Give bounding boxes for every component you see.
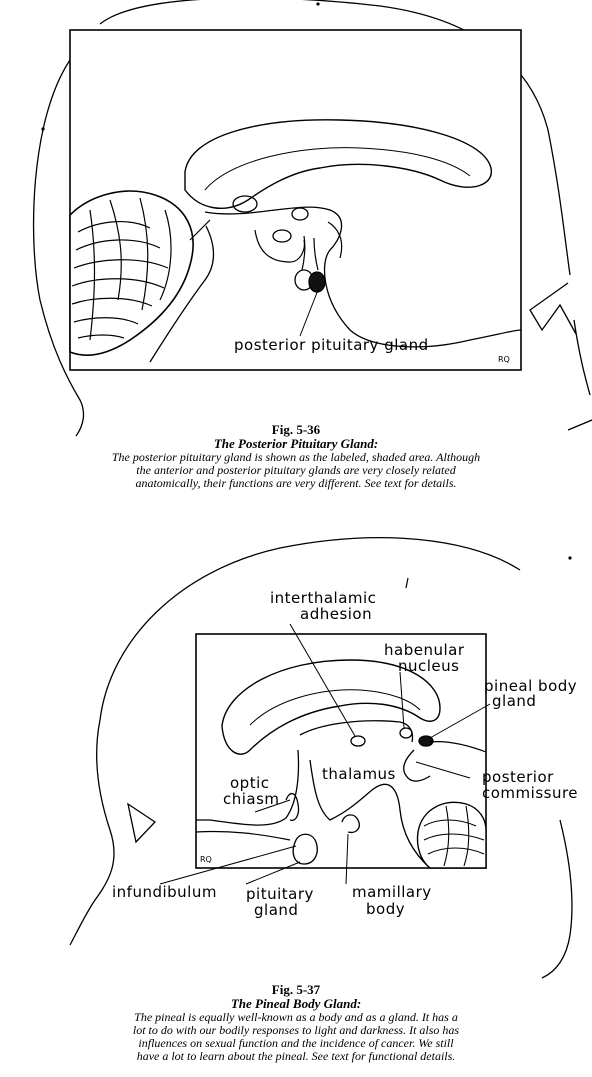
- label-nucleus: nucleus: [398, 657, 460, 675]
- label-pituitary-gland: gland: [254, 901, 299, 919]
- caption-line: influences on sexual function and the incidence of cancer. We still: [138, 1036, 454, 1050]
- figure-5-37-illustration: [0, 500, 592, 980]
- eye-socket-shape: [128, 804, 155, 842]
- figure-5-36-caption: [0, 423, 592, 490]
- figure-number: Fig. 5-36: [271, 422, 321, 437]
- label-commissure: commissure: [482, 784, 579, 802]
- label-adhesion: adhesion: [300, 605, 373, 623]
- figure-number: Fig. 5-37: [271, 982, 321, 997]
- caption-line: the anterior and posterior pituitary glands are very closely related: [136, 463, 456, 477]
- label-pineal-gland: gland: [492, 692, 537, 710]
- caption-line: The pineal is equally well-known as a body and as a gland. It has a: [134, 1010, 458, 1024]
- label-pituitary: pituitary: [246, 885, 314, 903]
- label-infundibulum: infundibulum: [112, 883, 217, 901]
- artist-signature: RQ: [498, 355, 510, 364]
- label-thalamus: thalamus: [322, 765, 396, 783]
- caption-line: The posterior pituitary gland is shown as the labeled, shaded area. Although: [111, 450, 481, 464]
- artist-signature: RQ: [200, 855, 212, 864]
- label-mamillary: mamillary: [352, 883, 432, 901]
- label-posterior: posterior: [482, 768, 554, 786]
- posterior-pituitary-shaded: [309, 272, 325, 292]
- label-chiasm: chiasm: [223, 790, 280, 808]
- label-pineal-body: pineal body: [484, 677, 578, 695]
- cerebellum: [418, 802, 487, 868]
- posterior-pituitary-label: posterior pituitary gland: [234, 336, 429, 354]
- label-optic: optic: [230, 774, 270, 792]
- caption-line: lot to do with our bodily responses to light and darkness. It also has: [132, 1023, 460, 1037]
- figure-5-36-illustration: [0, 0, 592, 440]
- caption-line: anatomically, their functions are very different. See text for details.: [135, 476, 457, 490]
- label-habenular: habenular: [384, 641, 465, 659]
- label-body: body: [366, 900, 406, 918]
- head-outline-right: [542, 820, 572, 978]
- caption-line: have a lot to learn about the pineal. See text for functional details.: [136, 1049, 456, 1063]
- head-outline-right: [574, 320, 590, 395]
- label-interthalamic: interthalamic: [270, 589, 377, 607]
- eye-socket-shape: [530, 283, 576, 334]
- head-outline-left: [70, 720, 114, 945]
- figure-title: The Posterior Pituitary Gland:: [213, 436, 379, 451]
- figure-5-37-caption: [0, 983, 592, 1063]
- figure-title: The Pineal Body Gland:: [230, 996, 362, 1011]
